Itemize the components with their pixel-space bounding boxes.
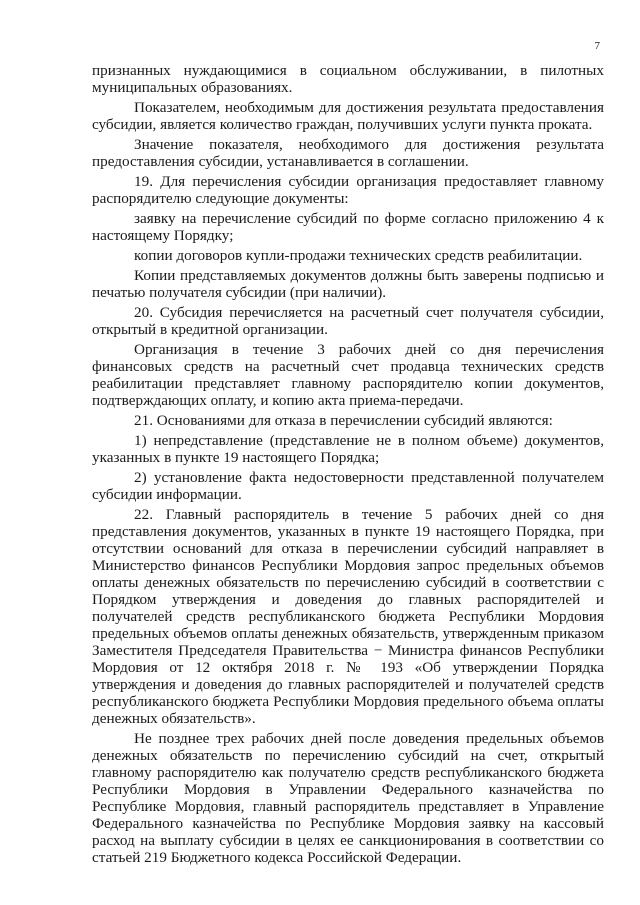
paragraph: заявку на перечисление субсидий по форме согласно приложению 4 к настоящему Порядку;	[92, 210, 604, 244]
paragraph: 22. Главный распорядитель в течение 5 рабочих дней со дня представления документов, указанных в пункте 19 настоящего Порядка, при отсутствии оснований для отказа в перечислении субсидий направляет в Министерство финансов Республики Мордовия запрос предельных объемов оплаты денежных обязательств по перечислению субсидий в соответствии с Порядком утверждения и доведения до главных распорядителей и получателей средств республиканского бюджета Республики Мордовия предельных объемов оплаты денежных обязательств, утвержденным приказом Заместителя Председателя Правительства − Министра финансов Республики Мордовия от 12 октября 2018 г. № 193 «Об утверждении Порядка утверждения и доведения до главных распорядителей и получателей средств республиканского бюджета Республики Мордовия предельного объема оплаты денежных обязательств».	[92, 506, 604, 727]
page-number: 7	[594, 40, 600, 52]
paragraph: 2) установление факта недостоверности представленной получателем субсидии информации.	[92, 469, 604, 503]
document-body	[92, 62, 604, 866]
paragraph: 21. Основаниями для отказа в перечислении субсидий являются:	[134, 412, 553, 429]
paragraph: Показателем, необходимым для достижения результата предоставления субсидии, является количество граждан, получивших услуги пункта проката.	[92, 99, 604, 133]
paragraph: Организация в течение 3 рабочих дней со дня перечисления финансовых средств на расчетный счет продавца технических средств реабилитации представляет главному распорядителю копии документов, подтверждающих оплату, и копию акта приема-передачи.	[92, 341, 604, 409]
paragraph: 20. Субсидия перечисляется на расчетный счет получателя субсидии, открытый в кредитной организации.	[92, 304, 604, 338]
paragraph: 19. Для перечисления субсидии организация предоставляет главному распорядителю следующие документы:	[92, 173, 604, 207]
paragraph: Не позднее трех рабочих дней после доведения предельных объемов денежных обязательств по перечислению субсидий на счет, открытый главному распорядителю как получателю средств республиканского бюджета Республики Мордовия в Управлении Федерального казначейства по Республике Мордовия, главный распорядитель представляет в Управление Федерального казначейства по Республике Мордовия заявку на кассовый расход на выплату субсидии в целях ее санкционирования в соответствии со статьей 219 Бюджетного кодекса Российской Федерации.	[92, 730, 604, 866]
paragraph: Значение показателя, необходимого для достижения результата предоставления субсидии, устанавливается в соглашении.	[92, 136, 604, 170]
paragraph: копии договоров купли-продажи технических средств реабилитации.	[134, 247, 583, 264]
paragraph: 1) непредставление (представление не в полном объеме) документов, указанных в пункте 19 настоящего Порядка;	[92, 432, 604, 466]
paragraph: Копии представляемых документов должны быть заверены подписью и печатью получателя субсидии (при наличии).	[92, 267, 604, 301]
paragraph: признанных нуждающимися в социальном обслуживании, в пилотных муниципальных образованиях.	[92, 62, 604, 96]
